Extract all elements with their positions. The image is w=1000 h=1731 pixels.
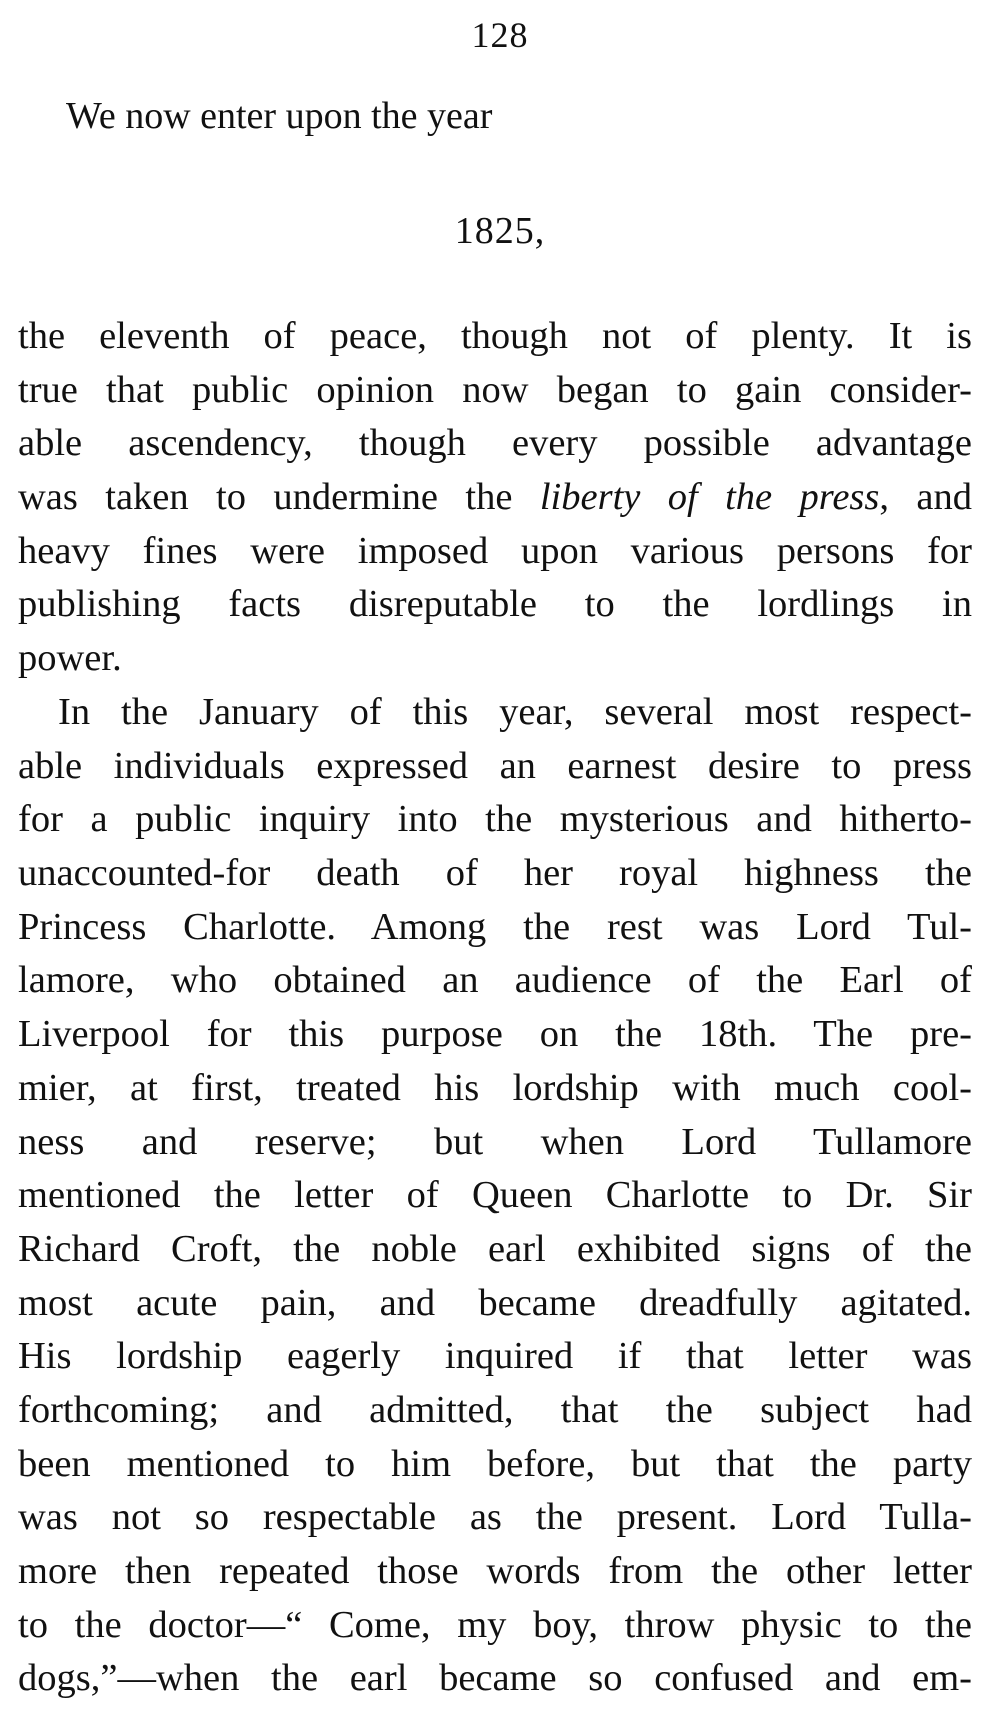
text-line: was not so respectable as the present. Lord Tulla-: [18, 1496, 972, 1539]
text-line: ness and reserve; but when Lord Tullamore: [18, 1120, 972, 1163]
text-line: publishing facts disreputable to the lordlings in: [18, 583, 972, 626]
text-line: mentioned the letter of Queen Charlotte to Dr. Sir: [18, 1174, 972, 1217]
paragraph-1: [18, 310, 972, 686]
text-line: His lordship eagerly inquired if that letter was: [18, 1335, 972, 1378]
text-line: power.: [18, 637, 122, 680]
italic-phrase: liberty of the press: [539, 476, 880, 519]
text-line: In the January of this year, several most respect-: [58, 691, 972, 733]
paragraph-2: [18, 686, 972, 1706]
text-line: for a public inquiry into the mysterious and hitherto-: [18, 798, 972, 841]
text-line: Liverpool for this purpose on the 18th. The pre-: [18, 1013, 972, 1056]
text-line: dogs,”—when the earl became so confused and em-: [18, 1657, 972, 1700]
text-line: the eleventh of peace, though not of plenty. It is: [18, 315, 972, 357]
text-line: was taken to undermine the liberty of the press, and: [18, 476, 972, 519]
text-line: forthcoming; and admitted, that the subject had: [18, 1388, 972, 1431]
text-line: able ascendency, though every possible advantage: [18, 422, 972, 465]
text-line: lamore, who obtained an audience of the Earl of: [18, 959, 972, 1002]
text-line: Richard Croft, the noble earl exhibited signs of the: [18, 1227, 972, 1270]
year-heading: 1825,: [454, 210, 546, 252]
text-line: mier, at first, treated his lordship with much cool-: [18, 1066, 972, 1109]
text-line: most acute pain, and became dreadfully agitated.: [18, 1281, 972, 1324]
text-line: more then repeated those words from the other letter: [18, 1550, 972, 1592]
text-line: able individuals expressed an earnest desire to press: [18, 744, 972, 787]
text-line: unaccounted-for death of her royal highness the: [18, 852, 972, 895]
text-line: Princess Charlotte. Among the rest was Lord Tul-: [18, 905, 972, 948]
text-line: to the doctor—“ Come, my boy, throw physic to the: [18, 1603, 972, 1646]
text-line: heavy fines were imposed upon various persons for: [18, 529, 972, 572]
text-line: true that public opinion now began to gain consider-: [18, 368, 972, 411]
page-number: 128: [471, 15, 529, 55]
text-line: been mentioned to him before, but that the party: [18, 1442, 972, 1485]
opening-line: We now enter upon the year: [66, 95, 493, 137]
